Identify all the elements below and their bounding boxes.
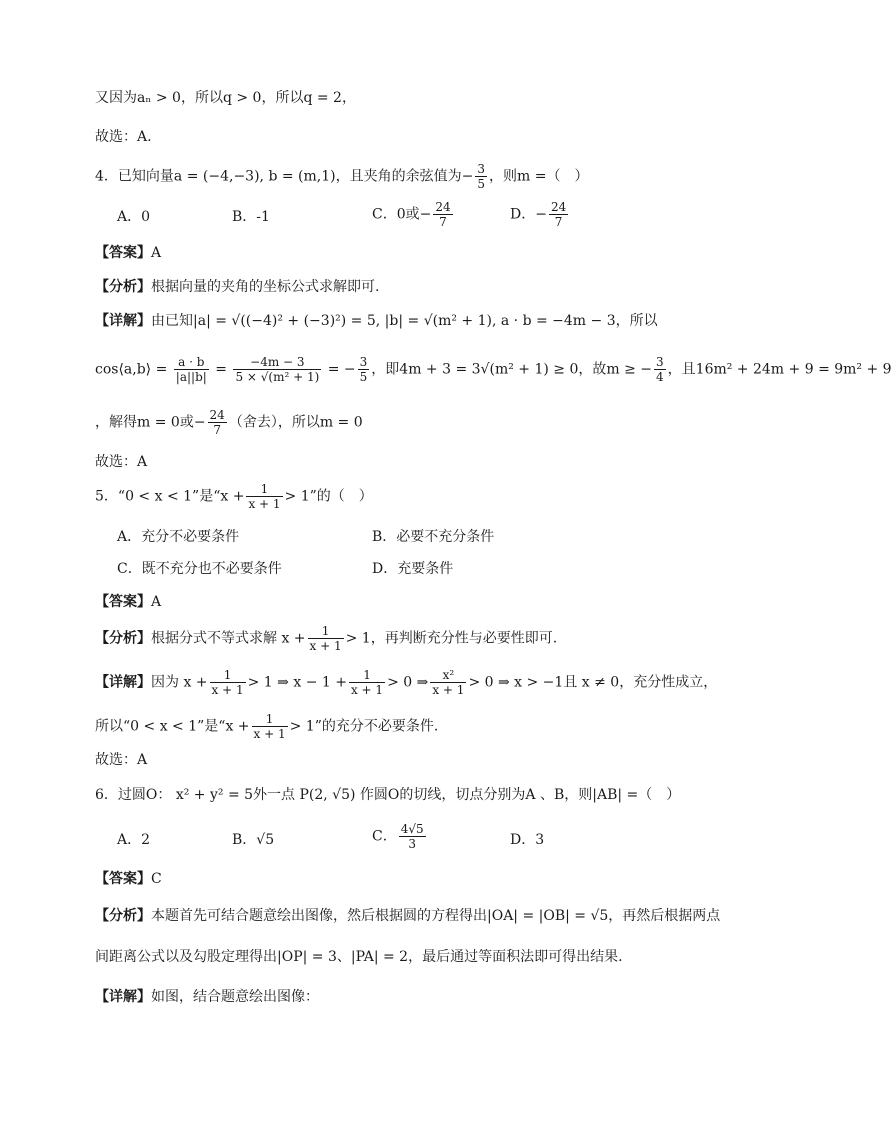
q4-option-c: C．0或− $\frac{24}{7}$ bbox=[372, 200, 451, 229]
q4-stem-pre: 4．已知向量 bbox=[95, 168, 174, 185]
q6-analysis-1: 【分析】本题首先可结合题意绘出图像，然后根据圆的方程得出|OA| = |OB| = √5，再然后根据两点 bbox=[95, 908, 721, 924]
q5-option-a: A．充分不必要条件 bbox=[117, 529, 240, 545]
q4-option-a: A．0 bbox=[117, 209, 151, 225]
q5-option-d: D．充要条件 bbox=[372, 561, 454, 577]
q4-vectors: a = (−4,−3), b = (m,1) bbox=[173, 168, 336, 185]
q4-stem-post: ，则m =（ ） bbox=[488, 168, 589, 185]
q5-answer: 【答案】A bbox=[95, 594, 162, 610]
q6-answer: 【答案】C bbox=[95, 871, 162, 887]
q5-choose: 故选：A bbox=[95, 752, 148, 768]
q6-option-d: D．3 bbox=[510, 832, 545, 848]
q4-choose: 故选：A bbox=[95, 454, 148, 470]
q4-stem-mid: ，且夹角的余弦值为 bbox=[335, 168, 462, 185]
q6-option-c: C． $\frac{4√5}{3}$ bbox=[372, 822, 424, 851]
q4-answer: 【答案】A bbox=[95, 245, 162, 261]
q4-option-d: D．− $\frac{24}{7}$ bbox=[510, 200, 567, 229]
q5-stem: 5．“0 < x < 1”是“x + $\frac{1}{x + 1}$ > 1”的（ ） bbox=[95, 482, 373, 511]
q4-detail-3: ，解得m = 0或− $\frac{24}{7}$ （舍去），所以m = 0 bbox=[95, 408, 363, 437]
q5-analysis: 【分析】根据分式不等式求解 x + $\frac{1}{x + 1}$ > 1，再判断充分性与必要性即可. bbox=[95, 624, 558, 653]
q4-stem: 4．已知向量a = (−4,−3), b = (m,1)，且夹角的余弦值为− $\frac{3}{5}$ ，则m =（ ） bbox=[95, 162, 589, 191]
q4-detail-2: cos⟨a,b⟩ = $\frac{a \cdot b}{|a||b|}$ = $\frac{-4m - 3}{\text{5 × √(m² + 1)}}$ = − $\frac{3}{5}$ ，即4m + 3 = 3√(m² + 1) ≥ 0，故m ≥ − $\frac{3}{4}$ ，且16m² + 24m + 9 = 9m² + 9 bbox=[95, 355, 892, 384]
q5-detail-2: 所以“0 < x < 1”是“x + $\frac{1}{x + 1}$ > 1”的充分不必要条件. bbox=[95, 712, 439, 741]
q5-option-c: C．既不充分也不必要条件 bbox=[117, 561, 282, 577]
q4-analysis: 【分析】根据向量的夹角的坐标公式求解即可. bbox=[95, 279, 380, 295]
q6-analysis-2: 间距离公式以及勾股定理得出|OP| = 3、|PA| = 2，最后通过等面积法即可得出结果. bbox=[95, 949, 623, 965]
q4-option-b: B．-1 bbox=[232, 209, 270, 225]
q6-option-b: B．√5 bbox=[232, 832, 275, 848]
q5-option-b: B．必要不充分条件 bbox=[372, 529, 495, 545]
q6-detail: 【详解】如图，结合题意绘出图像： bbox=[95, 989, 319, 1005]
q6-stem: 6．过圆O： x² + y² = 5外一点 P(2, √5) 作圆O的切线，切点分别为A 、B，则|AB| =（ ） bbox=[95, 787, 681, 803]
intro-line: 又因为aₙ > 0，所以q > 0，所以q = 2， bbox=[95, 90, 356, 106]
intro-choose: 故选：A. bbox=[95, 129, 152, 145]
q4-cos-fraction: $\frac{3}{5}$ bbox=[477, 162, 485, 191]
q4-detail-1: 【详解】由已知|a| = √((−4)² + (−3)²) = 5, |b| = √(m² + 1), a · b = −4m − 3，所以 bbox=[95, 313, 658, 329]
q6-option-a: A．2 bbox=[117, 832, 151, 848]
q5-detail-1: 【详解】因为 x + $\frac{1}{x + 1}$ > 1 ⇒ x − 1 + $\frac{1}{x + 1}$ > 0 ⇒ $\frac{\text{x²}}{x + 1}$ > 0 ⇒ x > −1且 x ≠ 0，充分性成立， bbox=[95, 668, 718, 697]
